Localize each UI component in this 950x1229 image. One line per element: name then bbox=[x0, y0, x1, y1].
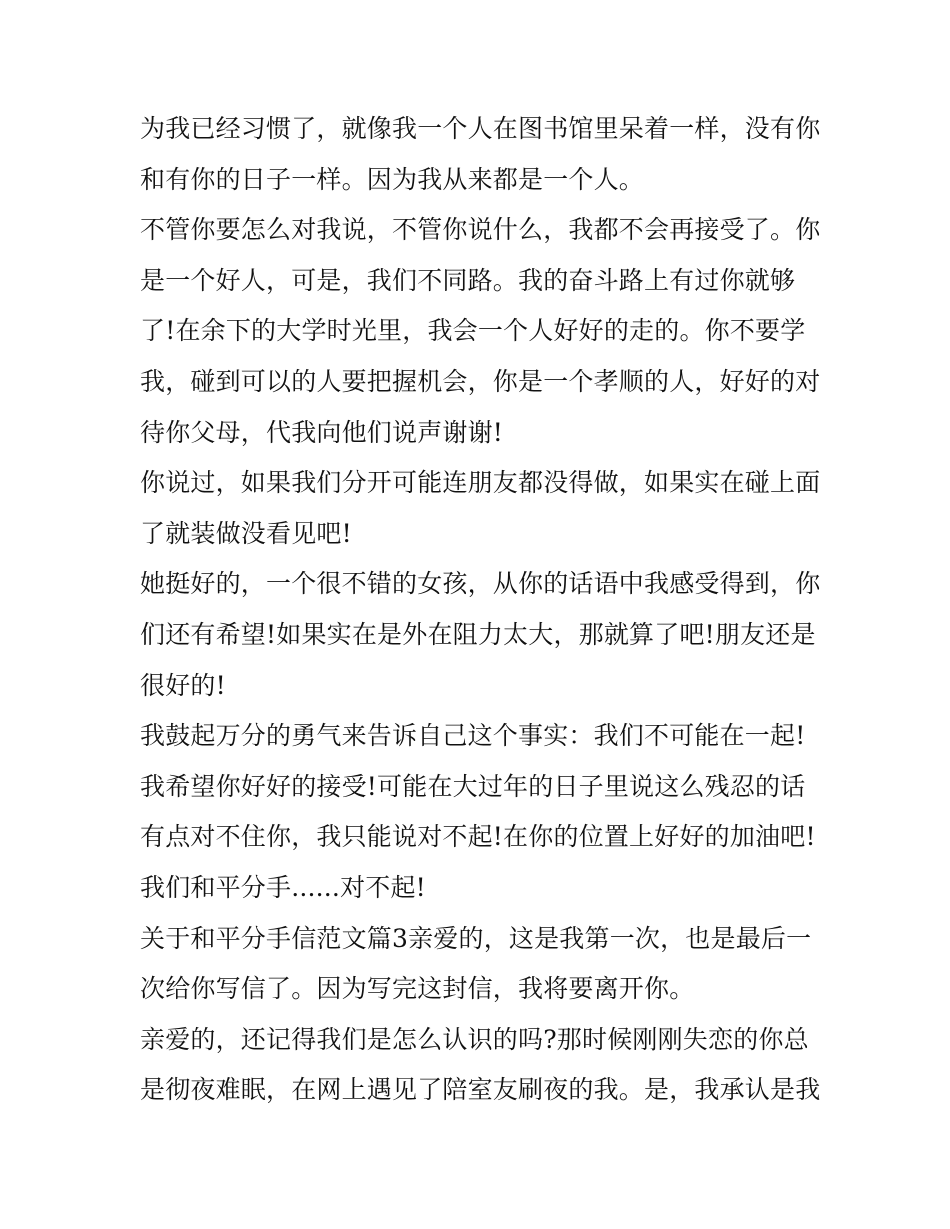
text-line: 有点对不住你，我只能说对不起!在你的位置上好好的加油吧! bbox=[140, 822, 816, 852]
text-line: 为我已经习惯了，就像我一个人在图书馆里呆着一样，没有你 bbox=[140, 114, 821, 143]
text-line: 了!在余下的大学时光里，我会一个人好好的走的。你不要学 bbox=[140, 316, 806, 346]
text-line: 是一个好人，可是，我们不同路。我的奋斗路上有过你就够 bbox=[140, 265, 796, 295]
text-line: 我，碰到可以的人要把握机会，你是一个孝顺的人，好好的对 bbox=[140, 366, 821, 396]
text-line: 你说过，如果我们分开可能连朋友都没得做，如果实在碰上面 bbox=[140, 468, 821, 498]
text-line: 和有你的日子一样。因为我从来都是一个人。 bbox=[140, 164, 645, 194]
text-line: 她挺好的，一个很不错的女孩，从你的话语中我感受得到，你 bbox=[140, 569, 821, 599]
text-line: 亲爱的，还记得我们是怎么认识的吗?那时候刚刚失恋的你总 bbox=[140, 1024, 809, 1054]
text-line: 次给你写信了。因为写完这封信，我将要离开你。 bbox=[140, 974, 695, 1004]
text-line: 我希望你好好的接受!可能在大过年的日子里说这么残忍的话 bbox=[140, 771, 806, 801]
text-line: 了就装做没看见吧! bbox=[140, 518, 352, 548]
document-body bbox=[140, 104, 820, 1116]
text-line: 关于和平分手信范文篇3亲爱的，这是我第一次，也是最后一 bbox=[140, 923, 812, 953]
text-line: 不管你要怎么对我说，不管你说什么，我都不会再接受了。你 bbox=[140, 215, 821, 245]
text-line: 们还有希望!如果实在是外在阻力太大，那就算了吧!朋友还是 bbox=[140, 619, 816, 649]
text-line: 我们和平分手......对不起! bbox=[140, 872, 426, 902]
text-line: 我鼓起万分的勇气来告诉自己这个事实：我们不可能在一起! bbox=[140, 721, 806, 751]
text-line: 很好的! bbox=[140, 670, 226, 700]
text-line: 待你父母，代我向他们说声谢谢! bbox=[140, 417, 504, 447]
text-line: 是彻夜难眠，在网上遇见了陪室友刷夜的我。是，我承认是我 bbox=[140, 1075, 821, 1105]
